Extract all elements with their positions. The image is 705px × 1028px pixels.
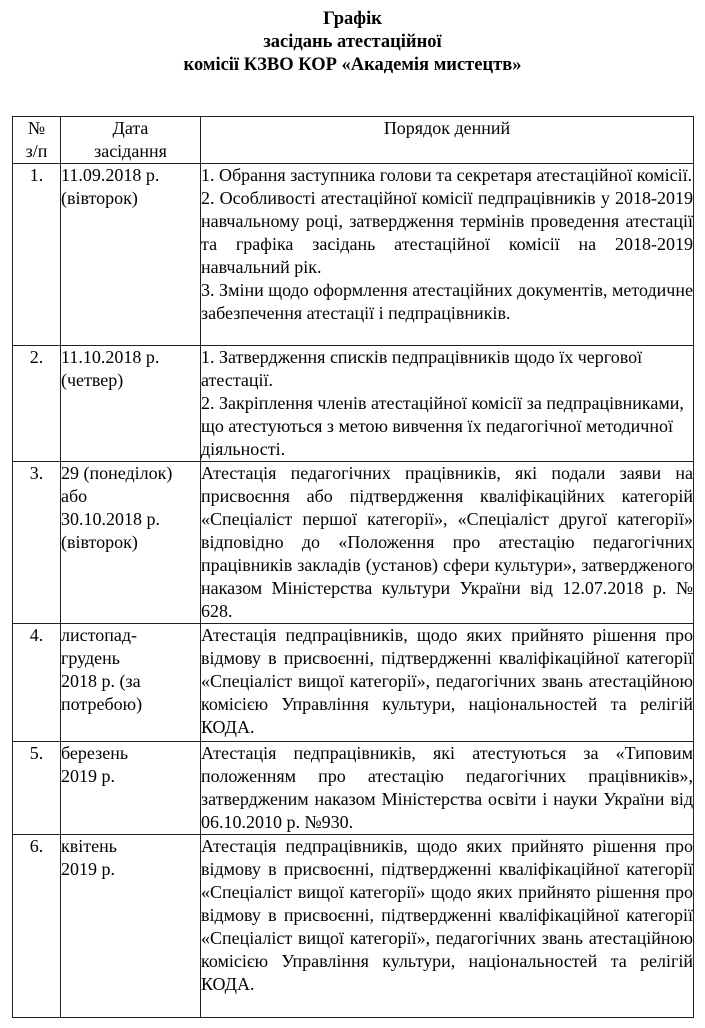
date-line: грудень <box>61 648 121 668</box>
row-number: 3. <box>13 462 61 624</box>
title-line-1: Графік <box>323 9 382 29</box>
date-line: 11.09.2018 р. <box>61 165 160 185</box>
table-row <box>13 164 694 346</box>
row-date <box>61 164 201 346</box>
row-number: 2. <box>13 346 61 462</box>
date-line: або <box>61 486 88 506</box>
agenda-item: 2. Закріплення членів атестаційної комісії за педпрацівниками, що атестуються з метою вивчення їх педагогічної методичної діяльності. <box>201 393 684 459</box>
date-line: 2019 р. <box>61 859 115 879</box>
table-row <box>13 346 694 462</box>
table-row <box>13 835 694 1018</box>
table-header-row <box>13 117 694 164</box>
row-date <box>61 835 201 1018</box>
date-line: березень <box>61 743 129 763</box>
header-number <box>13 117 61 164</box>
row-agenda <box>201 742 694 835</box>
meeting-schedule-table <box>12 116 694 1018</box>
table-row <box>13 462 694 624</box>
table-row <box>13 742 694 835</box>
header-number-line-1: № <box>27 118 46 138</box>
row-number: 6. <box>13 835 61 1018</box>
agenda-item: Атестація педпрацівників, які атестуються за «Типовим положенням про атестацію педагогічних працівників», затвердженим наказом Міністерства освіти і науки України від 06.10.2010 р. №930. <box>201 743 693 832</box>
row-date <box>61 624 201 742</box>
agenda-item: 1. Обрання заступника голови та секретаря атестаційної комісії. <box>201 165 693 185</box>
title-line-3: комісії КЗВО КОР «Академія мистецтв» <box>183 55 522 75</box>
agenda-item: 3. Зміни щодо оформлення атестаційних документів, методичне забезпечення атестації і педпрацівників. <box>201 280 693 323</box>
row-date <box>61 346 201 462</box>
agenda-item: 2. Особливості атестаційної комісії педпрацівників у 2018-2019 навчальному році, затвердження термінів проведення атестації та графіка засідань атестаційної комісії на 2018-2019 навчальний рік. <box>201 188 693 277</box>
agenda-item: Атестація педагогічних працівників, які подали заяви на присвоєння або підтвердження кваліфікаційних категорій «Спеціаліст першої категорії», «Спеціаліст другої категорії» відповідно до «Положення про атестацію педагогічних працівників закладів (установ) сфери культури», затвердженого наказом Міністерства культури України від 12.07.2018 р. № 628. <box>201 463 693 621</box>
header-date-line-1: Дата <box>112 118 149 138</box>
row-agenda <box>201 462 694 624</box>
date-line: (вівторок) <box>61 532 138 552</box>
title-line-2: засідань атестаційної <box>263 32 442 52</box>
header-date-line-2: засідання <box>94 141 167 161</box>
row-agenda <box>201 624 694 742</box>
row-number: 1. <box>13 164 61 346</box>
date-line: 29 (понеділок) <box>61 463 173 483</box>
document-title <box>0 8 705 77</box>
table-row <box>13 624 694 742</box>
date-line: 11.10.2018 р. <box>61 347 160 367</box>
date-line: листопад- <box>61 625 138 645</box>
date-line: 30.10.2018 р. <box>61 509 160 529</box>
agenda-item: Атестація педпрацівників, щодо яких прийнято рішення про відмову в присвоєнні, підтвердженні кваліфікаційної категорії «Спеціаліст вищої категорії» щодо яких прийнято рішення про відмову в присвоєнні, підтвердженні кваліфікаційної категорії «Спеціаліст вищої категорії», педагогічних звань атестаційною комісією Управління культури, національностей та релігій КОДА. <box>201 836 693 994</box>
date-line: 2018 р. (за <box>61 671 141 691</box>
row-number: 4. <box>13 624 61 742</box>
agenda-item: 1. Затвердження списків педпрацівників щодо їх чергової атестації. <box>201 347 643 390</box>
row-number: 5. <box>13 742 61 835</box>
agenda-item: Атестація педпрацівників, щодо яких прийнято рішення про відмову в присвоєнні, підтвердженні кваліфікаційної категорії «Спеціаліст вищої категорії», педагогічних звань атестаційною комісією Управління культури, національностей та релігій КОДА. <box>201 625 693 737</box>
row-agenda <box>201 346 694 462</box>
row-date <box>61 462 201 624</box>
date-line: потребою) <box>61 694 143 714</box>
date-line: (вівторок) <box>61 188 138 208</box>
date-line: 2019 р. <box>61 766 115 786</box>
row-agenda <box>201 164 694 346</box>
header-number-line-2: з/п <box>25 141 48 161</box>
header-date <box>61 117 201 164</box>
date-line: квітень <box>61 836 117 856</box>
row-agenda <box>201 835 694 1018</box>
row-date <box>61 742 201 835</box>
date-line: (четвер) <box>61 370 124 390</box>
header-agenda: Порядок денний <box>201 117 694 164</box>
